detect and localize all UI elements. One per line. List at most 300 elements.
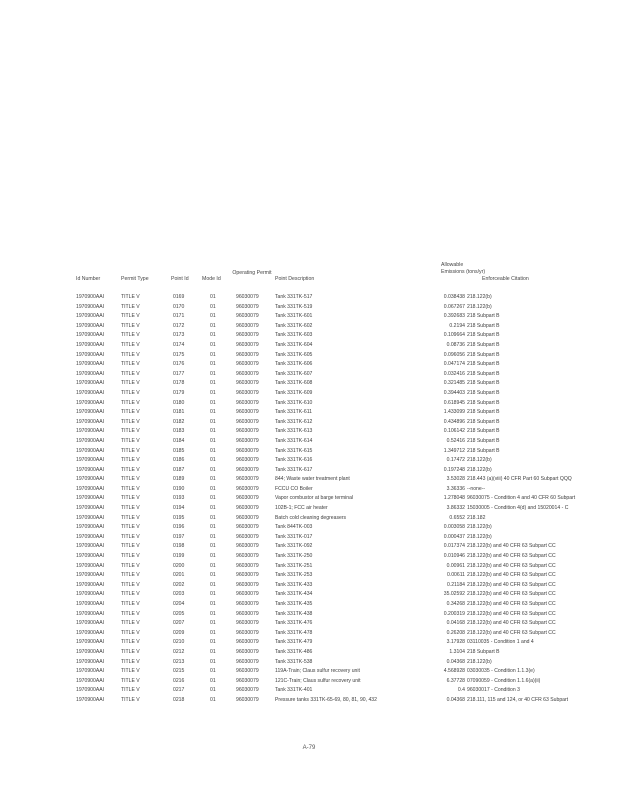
mode-id-cell: 01 — [210, 620, 216, 627]
id-number-cell: 1970900AAI — [76, 389, 105, 396]
point-description-cell: Tank 331TK-517 — [275, 294, 313, 300]
id-number-cell: 1970900AAI — [76, 572, 105, 579]
operating-permit-cell: 96030079 — [236, 361, 259, 368]
table-row — [0, 505, 618, 515]
table-row — [0, 495, 618, 505]
table-row — [0, 591, 618, 601]
operating-permit-cell: 96030079 — [236, 581, 259, 588]
allowable-emissions-cell: 0.26208 — [446, 629, 465, 636]
enforceable-citation-cell: --none-- — [467, 485, 486, 492]
enforceable-citation-cell: 218.122(b) and 40 CFR 63 Subpart CC — [467, 543, 556, 550]
enforceable-citation-cell: 218.122(b) and 40 CFR 63 Subpart CC — [467, 610, 556, 617]
id-number-cell: 1970900AAI — [76, 629, 105, 636]
operating-permit-cell: 96030079 — [236, 341, 259, 348]
point-description-cell: Tank 331TK-605 — [275, 351, 313, 358]
allowable-emissions-cell: 3.36336 — [446, 485, 465, 492]
point-id-cell: 0204 — [173, 601, 185, 607]
permit-type-cell: TITLE V — [121, 313, 140, 320]
permit-type-cell: TITLE V — [121, 399, 140, 406]
mode-id-cell: 01 — [210, 380, 216, 387]
mode-id-cell: 01 — [210, 313, 216, 320]
id-number-cell: 1970900AAI — [76, 495, 105, 502]
id-number-cell: 1970900AAI — [76, 380, 105, 387]
point-description-cell: Tank 331TK-604 — [275, 341, 313, 348]
operating-permit-cell: 96030079 — [236, 313, 259, 320]
operating-permit-cell: 96030079 — [236, 418, 259, 425]
table-row — [0, 515, 618, 525]
mode-id-cell: 01 — [210, 514, 216, 521]
allowable-emissions-cell: 0.392683 — [443, 313, 465, 320]
enforceable-citation-cell: 218 Subpart B — [467, 389, 500, 396]
permit-type-cell: TITLE V — [121, 572, 140, 579]
point-description-cell: 102B-1; FCC air heater — [275, 505, 328, 512]
permit-type-cell: TITLE V — [121, 696, 140, 703]
allowable-emissions-cell: 0.08736 — [446, 341, 465, 348]
allowable-emissions-cell: 0.434896 — [443, 418, 465, 425]
mode-id-cell: 01 — [210, 437, 216, 444]
id-number-cell: 1970900AAI — [76, 553, 105, 560]
point-description-cell: Tank 331TK-251 — [275, 562, 313, 569]
point-description-cell: Tank 331TK-479 — [275, 639, 313, 646]
operating-permit-cell: 96030079 — [236, 476, 259, 483]
table-row — [0, 668, 618, 678]
point-description-cell: Tank 331TK-092 — [275, 543, 313, 550]
id-number-cell: 1970900AAI — [76, 610, 105, 617]
point-id-cell: 0207 — [173, 620, 185, 627]
allowable-emissions-cell: 3.86332 — [446, 505, 465, 512]
mode-id-cell: 01 — [210, 639, 216, 646]
allowable-emissions-cell: 0.2194 — [449, 322, 465, 329]
mode-id-cell: 01 — [210, 581, 216, 588]
enforceable-citation-cell: 07090059 - Condition 1.1.6(a)(ii) — [467, 677, 541, 684]
id-number-cell: 1970900AAI — [76, 294, 105, 300]
enforceable-citation-cell: 218 Subpart B — [467, 361, 500, 368]
allowable-emissions-cell: 0.00611 — [446, 572, 465, 579]
allowable-emissions-cell: 0.04368 — [446, 658, 465, 665]
point-description-cell: Tank 331TK-614 — [275, 437, 313, 444]
allowable-emissions-cell: 0.618945 — [443, 399, 465, 406]
id-number-cell: 1970900AAI — [76, 581, 105, 588]
operating-permit-cell: 96030079 — [236, 639, 259, 646]
enforceable-citation-cell: 218 Subpart B — [467, 428, 500, 435]
point-description-cell: Tank 331TK-610 — [275, 399, 313, 406]
point-id-cell: 0173 — [173, 332, 185, 339]
enforceable-citation-cell: 218 Subpart B — [467, 380, 500, 387]
operating-permit-cell: 96030079 — [236, 466, 259, 473]
permit-type-cell: TITLE V — [121, 361, 140, 368]
table-row — [0, 438, 618, 448]
permit-type-cell: TITLE V — [121, 514, 140, 521]
enforceable-citation-cell: 218.443 (a)(viii) 40 CFR Part 60 Subpart QQQ — [467, 476, 572, 483]
point-description-cell: Tank 331TK-616 — [275, 457, 313, 464]
operating-permit-cell: 96030079 — [236, 495, 259, 502]
id-number-cell: 1970900AAI — [76, 322, 105, 329]
point-id-cell: 0200 — [173, 562, 185, 569]
mode-id-cell: 01 — [210, 677, 216, 684]
table-row — [0, 572, 618, 582]
permit-type-cell: TITLE V — [121, 668, 140, 675]
allowable-emissions-cell: 0.047174 — [443, 361, 465, 368]
point-id-cell: 0169 — [173, 294, 185, 300]
table-row — [0, 352, 618, 362]
header-operating-permit: Operating Permit — [232, 270, 272, 276]
point-id-cell: 0181 — [173, 409, 185, 416]
allowable-emissions-cell: 0.04168 — [446, 620, 465, 627]
operating-permit-cell: 96030079 — [236, 668, 259, 675]
enforceable-citation-cell: 218 Subpart B — [467, 322, 500, 329]
enforceable-citation-cell: 96030017 - Condition 3 — [467, 687, 520, 694]
allowable-emissions-cell: 0.010946 — [443, 553, 465, 560]
permit-type-cell: TITLE V — [121, 303, 140, 310]
table-row — [0, 409, 618, 419]
table-row — [0, 582, 618, 592]
point-description-cell: Pressure tanks 331TK-65-69, 80, 81, 90, 432 — [275, 696, 377, 703]
enforceable-citation-cell: 96030075 - Condition 4 and 40 CFR 60 Subpart — [467, 495, 576, 502]
table-row — [0, 611, 618, 621]
mode-id-cell: 01 — [210, 428, 216, 435]
operating-permit-cell: 96030079 — [236, 399, 259, 406]
table-row — [0, 390, 618, 400]
permit-type-cell: TITLE V — [121, 294, 140, 300]
point-id-cell: 0215 — [173, 668, 185, 675]
permit-type-cell: TITLE V — [121, 418, 140, 425]
mode-id-cell: 01 — [210, 466, 216, 473]
emissions-table — [0, 294, 618, 707]
permit-type-cell: TITLE V — [121, 485, 140, 492]
allowable-emissions-cell: 0.17472 — [446, 457, 465, 464]
point-id-cell: 0170 — [173, 303, 185, 310]
enforceable-citation-cell: 218.122(b) — [467, 466, 492, 473]
table-row — [0, 697, 618, 707]
permit-type-cell: TITLE V — [121, 639, 140, 646]
operating-permit-cell: 96030079 — [236, 677, 259, 684]
enforceable-citation-cell: 218.111, 115 and 124, or 40 CFR 63 Subpart — [467, 696, 569, 703]
enforceable-citation-cell: 218.122(b) and 40 CFR 63 Subpart CC — [467, 601, 556, 607]
point-id-cell: 0210 — [173, 639, 185, 646]
id-number-cell: 1970900AAI — [76, 562, 105, 569]
table-row — [0, 659, 618, 669]
point-description-cell: Tank 331TK-602 — [275, 322, 313, 329]
operating-permit-cell: 96030079 — [236, 351, 259, 358]
point-description-cell: Tank 331TK-433 — [275, 581, 313, 588]
mode-id-cell: 01 — [210, 658, 216, 665]
enforceable-citation-cell: 218.122(b) — [467, 303, 492, 310]
operating-permit-cell: 96030079 — [236, 485, 259, 492]
mode-id-cell: 01 — [210, 409, 216, 416]
allowable-emissions-cell: 6.37728 — [446, 677, 465, 684]
mode-id-cell: 01 — [210, 389, 216, 396]
enforceable-citation-cell: 218.122(b) and 40 CFR 63 Subpart CC — [467, 620, 556, 627]
operating-permit-cell: 96030079 — [236, 447, 259, 454]
point-id-cell: 0193 — [173, 495, 185, 502]
header-point-description: Point Description — [275, 276, 315, 282]
permit-type-cell: TITLE V — [121, 677, 140, 684]
operating-permit-cell: 96030079 — [236, 591, 259, 598]
point-description-cell: Tank 331TK-253 — [275, 572, 313, 579]
enforceable-citation-cell: 218.122(b) and 40 CFR 63 Subpart CC — [467, 553, 556, 560]
allowable-emissions-cell: 0.394403 — [443, 389, 465, 396]
point-id-cell: 0205 — [173, 610, 185, 617]
permit-type-cell: TITLE V — [121, 437, 140, 444]
mode-id-cell: 01 — [210, 485, 216, 492]
point-description-cell: Tank 331TK-017 — [275, 533, 313, 540]
point-description-cell: Batch cold cleaning degreasers — [275, 514, 347, 521]
enforceable-citation-cell: 218 Subpart B — [467, 409, 500, 416]
id-number-cell: 1970900AAI — [76, 677, 105, 684]
operating-permit-cell: 96030079 — [236, 610, 259, 617]
mode-id-cell: 01 — [210, 322, 216, 329]
permit-type-cell: TITLE V — [121, 591, 140, 598]
id-number-cell: 1970900AAI — [76, 505, 105, 512]
point-id-cell: 0180 — [173, 399, 185, 406]
allowable-emissions-cell: 0.4 — [457, 687, 465, 694]
mode-id-cell: 01 — [210, 294, 216, 300]
table-row — [0, 313, 618, 323]
point-description-cell: Tank 331TK-538 — [275, 658, 313, 665]
operating-permit-cell: 96030079 — [236, 648, 259, 655]
enforceable-citation-cell: 218.122(b) and 40 CFR 63 Subpart CC — [467, 562, 556, 569]
table-row — [0, 294, 618, 304]
enforceable-citation-cell: 218.182 — [467, 514, 486, 521]
point-id-cell: 0177 — [173, 370, 185, 377]
allowable-emissions-cell: 0.197248 — [443, 466, 465, 473]
point-id-cell: 0190 — [173, 485, 185, 492]
allowable-emissions-cell: 0.200319 — [443, 610, 465, 617]
id-number-cell: 1970900AAI — [76, 457, 105, 464]
point-description-cell: Tank 331TK-435 — [275, 601, 313, 607]
mode-id-cell: 01 — [210, 341, 216, 348]
operating-permit-cell: 96030079 — [236, 524, 259, 531]
permit-type-cell: TITLE V — [121, 389, 140, 396]
enforceable-citation-cell: 218 Subpart B — [467, 351, 500, 358]
enforceable-citation-cell: 218.122(b) — [467, 457, 492, 464]
point-description-cell: 121C-Train; Claus sulfur recovery unit — [275, 677, 361, 684]
permit-type-cell: TITLE V — [121, 620, 140, 627]
enforceable-citation-cell: 15030005 - Condition 4(d) and 15020014 - C — [467, 505, 569, 512]
point-description-cell: Tank 331TK-250 — [275, 553, 313, 560]
table-row — [0, 304, 618, 314]
permit-type-cell: TITLE V — [121, 409, 140, 416]
mode-id-cell: 01 — [210, 361, 216, 368]
operating-permit-cell: 96030079 — [236, 457, 259, 464]
point-id-cell: 0194 — [173, 505, 185, 512]
point-id-cell: 0218 — [173, 696, 185, 703]
permit-type-cell: TITLE V — [121, 524, 140, 531]
permit-type-cell: TITLE V — [121, 370, 140, 377]
allowable-emissions-cell: 3.17928 — [446, 639, 465, 646]
allowable-emissions-cell: 0.52416 — [446, 437, 465, 444]
id-number-cell: 1970900AAI — [76, 658, 105, 665]
permit-type-cell: TITLE V — [121, 601, 140, 607]
operating-permit-cell: 96030079 — [236, 601, 259, 607]
allowable-emissions-cell: 1.349712 — [443, 447, 465, 454]
point-description-cell: Tank 331TK-609 — [275, 389, 313, 396]
point-id-cell: 0203 — [173, 591, 185, 598]
point-id-cell: 0178 — [173, 380, 185, 387]
table-row — [0, 371, 618, 381]
permit-type-cell: TITLE V — [121, 351, 140, 358]
permit-type-cell: TITLE V — [121, 322, 140, 329]
allowable-emissions-cell: 1.433099 — [443, 409, 465, 416]
allowable-emissions-cell: 1.3104 — [449, 648, 465, 655]
id-number-cell: 1970900AAI — [76, 601, 105, 607]
enforceable-citation-cell: 218 Subpart B — [467, 447, 500, 454]
operating-permit-cell: 96030079 — [236, 428, 259, 435]
operating-permit-cell: 96030079 — [236, 437, 259, 444]
mode-id-cell: 01 — [210, 629, 216, 636]
mode-id-cell: 01 — [210, 495, 216, 502]
id-number-cell: 1970900AAI — [76, 361, 105, 368]
id-number-cell: 1970900AAI — [76, 303, 105, 310]
id-number-cell: 1970900AAI — [76, 332, 105, 339]
enforceable-citation-cell: 218 Subpart B — [467, 437, 500, 444]
permit-type-cell: TITLE V — [121, 495, 140, 502]
table-row — [0, 323, 618, 333]
mode-id-cell: 01 — [210, 668, 216, 675]
header-mode-id: Mode Id — [202, 276, 221, 282]
enforceable-citation-cell: 218 Subpart B — [467, 341, 500, 348]
table-row — [0, 342, 618, 352]
allowable-emissions-cell: 0.00961 — [446, 562, 465, 569]
allowable-emissions-cell: 4.568928 — [443, 668, 465, 675]
point-description-cell: Tank 331TK-606 — [275, 361, 313, 368]
id-number-cell: 1970900AAI — [76, 639, 105, 646]
allowable-emissions-cell: 0.067267 — [443, 303, 465, 310]
point-description-cell: Tank 331TK-478 — [275, 629, 313, 636]
point-description-cell: Tank 844TK-003 — [275, 524, 313, 531]
point-description-cell: Tank 331TK-434 — [275, 591, 313, 598]
operating-permit-cell: 96030079 — [236, 514, 259, 521]
operating-permit-cell: 96030079 — [236, 294, 259, 300]
mode-id-cell: 01 — [210, 447, 216, 454]
mode-id-cell: 01 — [210, 591, 216, 598]
allowable-emissions-cell: 0.34268 — [446, 601, 465, 607]
id-number-cell: 1970900AAI — [76, 696, 105, 703]
allowable-emissions-cell: 0.003058 — [443, 524, 465, 531]
id-number-cell: 1970900AAI — [76, 341, 105, 348]
allowable-emissions-cell: 0.096056 — [443, 351, 465, 358]
point-description-cell: Tank 331TK-603 — [275, 332, 313, 339]
table-row — [0, 601, 618, 611]
operating-permit-cell: 96030079 — [236, 543, 259, 550]
table-row — [0, 553, 618, 563]
point-id-cell: 0198 — [173, 543, 185, 550]
point-id-cell: 0186 — [173, 457, 185, 464]
mode-id-cell: 01 — [210, 418, 216, 425]
allowable-emissions-cell: 0.017374 — [443, 543, 465, 550]
mode-id-cell: 01 — [210, 457, 216, 464]
table-row — [0, 543, 618, 553]
mode-id-cell: 01 — [210, 476, 216, 483]
point-description-cell: Tank 331TK-401 — [275, 687, 313, 694]
point-id-cell: 0187 — [173, 466, 185, 473]
enforceable-citation-cell: 218.122(b) and 40 CFR 63 Subpart CC — [467, 629, 556, 636]
enforceable-citation-cell: 03030035 - Condition 1.1.3(e) — [467, 668, 535, 675]
id-number-cell: 1970900AAI — [76, 485, 105, 492]
allowable-emissions-cell: 0.106142 — [443, 428, 465, 435]
permit-type-cell: TITLE V — [121, 629, 140, 636]
permit-type-cell: TITLE V — [121, 341, 140, 348]
mode-id-cell: 01 — [210, 332, 216, 339]
allowable-emissions-cell: 0.109664 — [443, 332, 465, 339]
enforceable-citation-cell: 218 Subpart B — [467, 648, 500, 655]
id-number-cell: 1970900AAI — [76, 648, 105, 655]
table-row — [0, 380, 618, 390]
operating-permit-cell: 96030079 — [236, 389, 259, 396]
point-id-cell: 0183 — [173, 428, 185, 435]
enforceable-citation-cell: 218 Subpart B — [467, 332, 500, 339]
operating-permit-cell: 96030079 — [236, 629, 259, 636]
table-row — [0, 467, 618, 477]
header-permit-type: Permit Type — [121, 276, 149, 282]
operating-permit-cell: 96030079 — [236, 620, 259, 627]
point-id-cell: 0175 — [173, 351, 185, 358]
mode-id-cell: 01 — [210, 399, 216, 406]
mode-id-cell: 01 — [210, 370, 216, 377]
table-row — [0, 428, 618, 438]
id-number-cell: 1970900AAI — [76, 533, 105, 540]
point-id-cell: 0209 — [173, 629, 185, 636]
table-row — [0, 620, 618, 630]
id-number-cell: 1970900AAI — [76, 687, 105, 694]
operating-permit-cell: 96030079 — [236, 562, 259, 569]
permit-type-cell: TITLE V — [121, 658, 140, 665]
permit-type-cell: TITLE V — [121, 562, 140, 569]
point-id-cell: 0185 — [173, 447, 185, 454]
allowable-emissions-cell: 35.02592 — [443, 591, 465, 598]
header-id-number: Id Number — [76, 276, 101, 282]
point-id-cell: 0179 — [173, 389, 185, 396]
id-number-cell: 1970900AAI — [76, 399, 105, 406]
point-id-cell: 0171 — [173, 313, 185, 320]
table-row — [0, 534, 618, 544]
point-description-cell: Vapor combustor at barge terminal — [275, 495, 354, 502]
table-row — [0, 332, 618, 342]
enforceable-citation-cell: 218.122(b) and 40 CFR 63 Subpart CC — [467, 581, 556, 588]
allowable-emissions-cell: 0.032416 — [443, 370, 465, 377]
mode-id-cell: 01 — [210, 572, 216, 579]
table-row — [0, 649, 618, 659]
point-id-cell: 0201 — [173, 572, 185, 579]
header-allowable-emissions: Allowable Emissions (tons/yr) — [441, 262, 486, 275]
point-description-cell: Tank 331TK-519 — [275, 303, 313, 310]
table-row — [0, 448, 618, 458]
point-id-cell: 0182 — [173, 418, 185, 425]
table-row — [0, 419, 618, 429]
operating-permit-cell: 96030079 — [236, 505, 259, 512]
enforceable-citation-cell: 218.122(b) — [467, 294, 492, 300]
enforceable-citation-cell: 218.122(b) — [467, 533, 492, 540]
permit-type-cell: TITLE V — [121, 457, 140, 464]
operating-permit-cell: 96030079 — [236, 322, 259, 329]
mode-id-cell: 01 — [210, 687, 216, 694]
enforceable-citation-cell: 218.122(b) — [467, 524, 492, 531]
point-id-cell: 0172 — [173, 322, 185, 329]
permit-type-cell: TITLE V — [121, 505, 140, 512]
mode-id-cell: 01 — [210, 505, 216, 512]
id-number-cell: 1970900AAI — [76, 447, 105, 454]
header-point-id: Point Id — [171, 276, 189, 282]
allowable-emissions-cell: 0.038438 — [443, 294, 465, 300]
point-description-cell: Tank 331TK-438 — [275, 610, 313, 617]
id-number-cell: 1970900AAI — [76, 428, 105, 435]
mode-id-cell: 01 — [210, 524, 216, 531]
point-id-cell: 0196 — [173, 524, 185, 531]
permit-type-cell: TITLE V — [121, 380, 140, 387]
point-id-cell: 0174 — [173, 341, 185, 348]
point-description-cell: Tank 331TK-615 — [275, 447, 313, 454]
mode-id-cell: 01 — [210, 543, 216, 550]
